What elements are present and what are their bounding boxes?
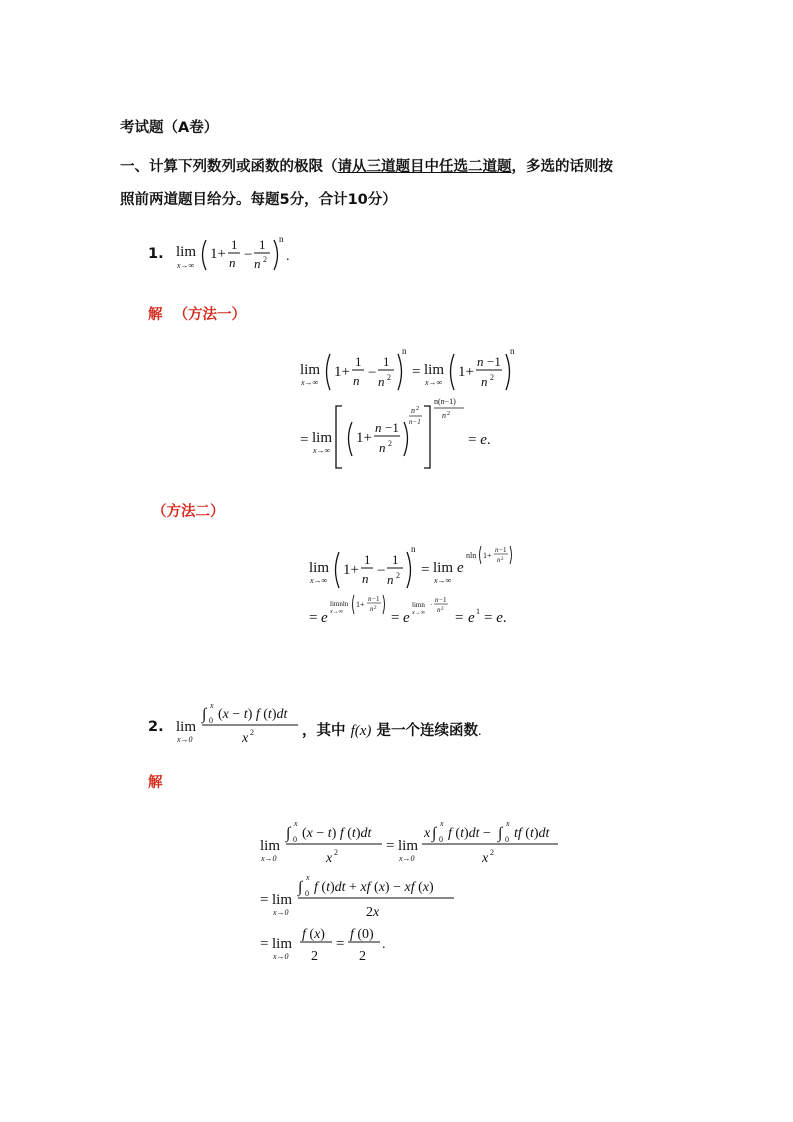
svg-text:e: e [457,560,464,576]
svg-text:2: 2 [311,949,318,964]
svg-text:2x: 2x [366,905,380,920]
svg-text:limn: limn [412,601,425,609]
svg-text:2: 2 [374,606,377,611]
svg-text:lim: lim [272,936,293,952]
svg-text:x→∞: x→∞ [434,576,452,585]
svg-text:lim: lim [300,362,321,378]
section-heading-line2: 照前两道题目给分。每题5分，合计10分） [120,192,397,208]
svg-text:n: n [402,346,407,356]
svg-text:x: x [482,851,489,866]
svg-text:1+: 1+ [356,430,372,446]
svg-text:1+: 1+ [458,364,474,380]
svg-text:1: 1 [355,354,362,369]
svg-text:=: = [300,432,309,448]
svg-text:1: 1 [364,552,371,567]
svg-text:x→∞: x→∞ [301,378,319,387]
svg-text:x→∞: x→∞ [313,446,331,455]
svg-text:e: e [403,610,410,626]
svg-text:limnln: limnln [330,600,349,608]
svg-text:=: = [260,892,269,908]
problem-2-text-comma: ，其中 [302,723,346,739]
svg-text:x: x [440,819,444,828]
svg-text:x→∞: x→∞ [412,610,425,616]
page-title: 考试题（A卷） [120,120,219,136]
svg-text:1+: 1+ [343,562,359,578]
svg-text:=: = [455,610,464,626]
svg-text:n: n [437,606,441,614]
svg-text:n: n [378,374,385,389]
svg-text:e: e [321,610,328,626]
method-1-formula [296,342,536,477]
svg-text:n: n [387,572,394,587]
svg-text:1+: 1+ [334,364,350,380]
problem-1-number: 1. [148,246,164,262]
solution-label-1 [148,303,246,324]
svg-text:∫: ∫ [286,825,291,842]
svg-text:0: 0 [439,835,443,844]
svg-text:2: 2 [359,949,366,964]
svg-text:lim: lim [398,838,419,854]
svg-text:n: n [495,546,499,554]
problem-2-number: 2. [148,719,164,735]
svg-text:f (0): f (0) [350,927,374,942]
svg-text:1: 1 [259,237,266,252]
svg-text:−: − [368,365,377,381]
svg-text:n: n [370,605,374,613]
svg-text:f (x): f (x) [302,927,325,942]
svg-text:= e.: = e. [468,432,491,448]
svg-text:1: 1 [383,354,390,369]
svg-text:=: = [391,610,400,626]
problem-1-formula [172,232,302,278]
svg-text:2: 2 [388,439,392,448]
svg-text:−: − [244,247,253,263]
svg-text:n: n [379,440,386,455]
svg-text:−: − [377,563,386,579]
svg-text:1: 1 [476,607,480,616]
svg-text:2: 2 [447,411,450,417]
svg-text:x→0: x→0 [261,854,277,863]
svg-text:x→∞: x→∞ [177,261,195,270]
svg-text:2: 2 [441,607,444,612]
svg-text:lim: lim [312,430,333,446]
method-2-formula [305,540,535,635]
svg-text:n: n [510,346,515,356]
svg-text:−1: −1 [499,546,507,554]
svg-text:= e.: = e. [484,610,507,626]
svg-text:2: 2 [334,848,338,857]
svg-text:lim: lim [176,244,197,260]
svg-text:x→∞: x→∞ [425,378,443,387]
svg-text:n: n [279,234,284,244]
svg-text:=: = [386,838,395,854]
method-2-label: （方法二） [152,504,225,520]
svg-text:n: n [229,255,236,270]
svg-text:1+: 1+ [210,246,226,262]
svg-text:lim: lim [433,560,454,576]
svg-text:2: 2 [250,728,254,737]
svg-text:n: n [411,406,415,415]
svg-text:0: 0 [209,716,213,725]
svg-text:2: 2 [490,848,494,857]
svg-text:.: . [382,937,386,952]
svg-text:f (t)dt + xf (x) − xf (x): f (t)dt + xf (x) − xf (x) [314,880,434,895]
svg-text:1+: 1+ [483,551,492,560]
svg-text:(x − t) f (t)dt: (x − t) f (t)dt [302,826,372,841]
problem-2-text-fx: f(x) [350,723,372,739]
svg-text:x→0: x→0 [273,908,289,917]
svg-text:e: e [468,610,475,626]
section-heading [120,155,613,176]
svg-text:1+: 1+ [356,600,365,609]
svg-text:n: n [375,420,382,435]
svg-text:∫: ∫ [298,879,303,896]
svg-text:−1: −1 [372,595,380,603]
svg-text:=: = [421,562,430,578]
svg-text:lim: lim [260,838,281,854]
svg-text:0: 0 [305,889,309,898]
section-heading-underlined: 请从三道题目中任选二道题 [337,159,512,175]
svg-text:f (t)dt −: f (t)dt − [448,826,491,841]
svg-text:1: 1 [231,237,238,252]
svg-text:x→0: x→0 [273,952,289,961]
svg-text:x: x [210,701,214,710]
svg-text:x: x [506,819,510,828]
svg-text:n: n [435,596,439,604]
svg-text:tf (t)dt: tf (t)dt [514,826,550,841]
svg-text:(x − t) f (t)dt: (x − t) f (t)dt [218,707,288,722]
svg-text:=: = [412,364,421,380]
svg-text:∫: ∫ [498,825,503,842]
svg-text:·: · [430,601,433,609]
problem-2-text-tail: 是一个连续函数 [376,723,478,739]
svg-text:lim: lim [272,892,293,908]
svg-text:x→0: x→0 [399,854,415,863]
svg-text:n: n [481,374,488,389]
svg-text:=: = [336,936,345,952]
svg-text:x: x [306,873,310,882]
svg-text:−1: −1 [385,420,399,435]
svg-text:∫: ∫ [432,825,437,842]
svg-text:=: = [260,936,269,952]
problem-2-formula [172,698,302,748]
svg-text:2: 2 [387,373,391,382]
svg-text:x: x [242,731,249,746]
svg-text:−1: −1 [439,596,447,604]
svg-text:x: x [294,819,298,828]
svg-text:−1: −1 [487,354,501,369]
svg-text:.: . [286,249,290,264]
svg-text:2: 2 [416,406,419,412]
svg-text:1: 1 [392,552,399,567]
svg-text:nln: nln [466,551,477,560]
svg-text:x→∞: x→∞ [310,576,328,585]
svg-text:n: n [411,544,416,554]
svg-text:lim: lim [309,560,330,576]
problem-2-solution-formula [256,812,566,972]
svg-text:2: 2 [263,255,267,264]
svg-text:=: = [309,610,318,626]
svg-text:n: n [497,556,501,564]
svg-text:n: n [442,411,446,420]
svg-text:x: x [424,826,431,841]
svg-text:n−1: n−1 [409,418,421,426]
svg-text:lim: lim [176,719,197,735]
svg-text:0: 0 [505,835,509,844]
svg-text:n: n [477,354,484,369]
svg-text:x→∞: x→∞ [330,609,343,615]
svg-text:2: 2 [490,373,494,382]
svg-text:2: 2 [396,571,400,580]
svg-text:x: x [326,851,333,866]
svg-text:n: n [368,595,372,603]
solution-label-1-text: 解 [148,307,163,323]
problem-2-text: ，其中 f(x) 是一个连续函数. [302,723,482,739]
section-heading-suffix: ，多选的话则按 [511,159,613,175]
svg-text:n: n [362,571,369,586]
svg-text:n(n−1): n(n−1) [434,397,456,406]
svg-text:n: n [254,256,261,271]
svg-text:n: n [353,373,360,388]
method-1-label: （方法一） [173,307,247,323]
solution-label-2: 解 [148,775,163,791]
svg-text:0: 0 [293,835,297,844]
section-heading-prefix: 一、计算下列数列或函数的极限（ [120,159,338,175]
svg-text:lim: lim [424,362,445,378]
svg-text:x→0: x→0 [177,735,193,744]
svg-text:2: 2 [501,557,504,562]
svg-text:∫: ∫ [202,706,207,723]
